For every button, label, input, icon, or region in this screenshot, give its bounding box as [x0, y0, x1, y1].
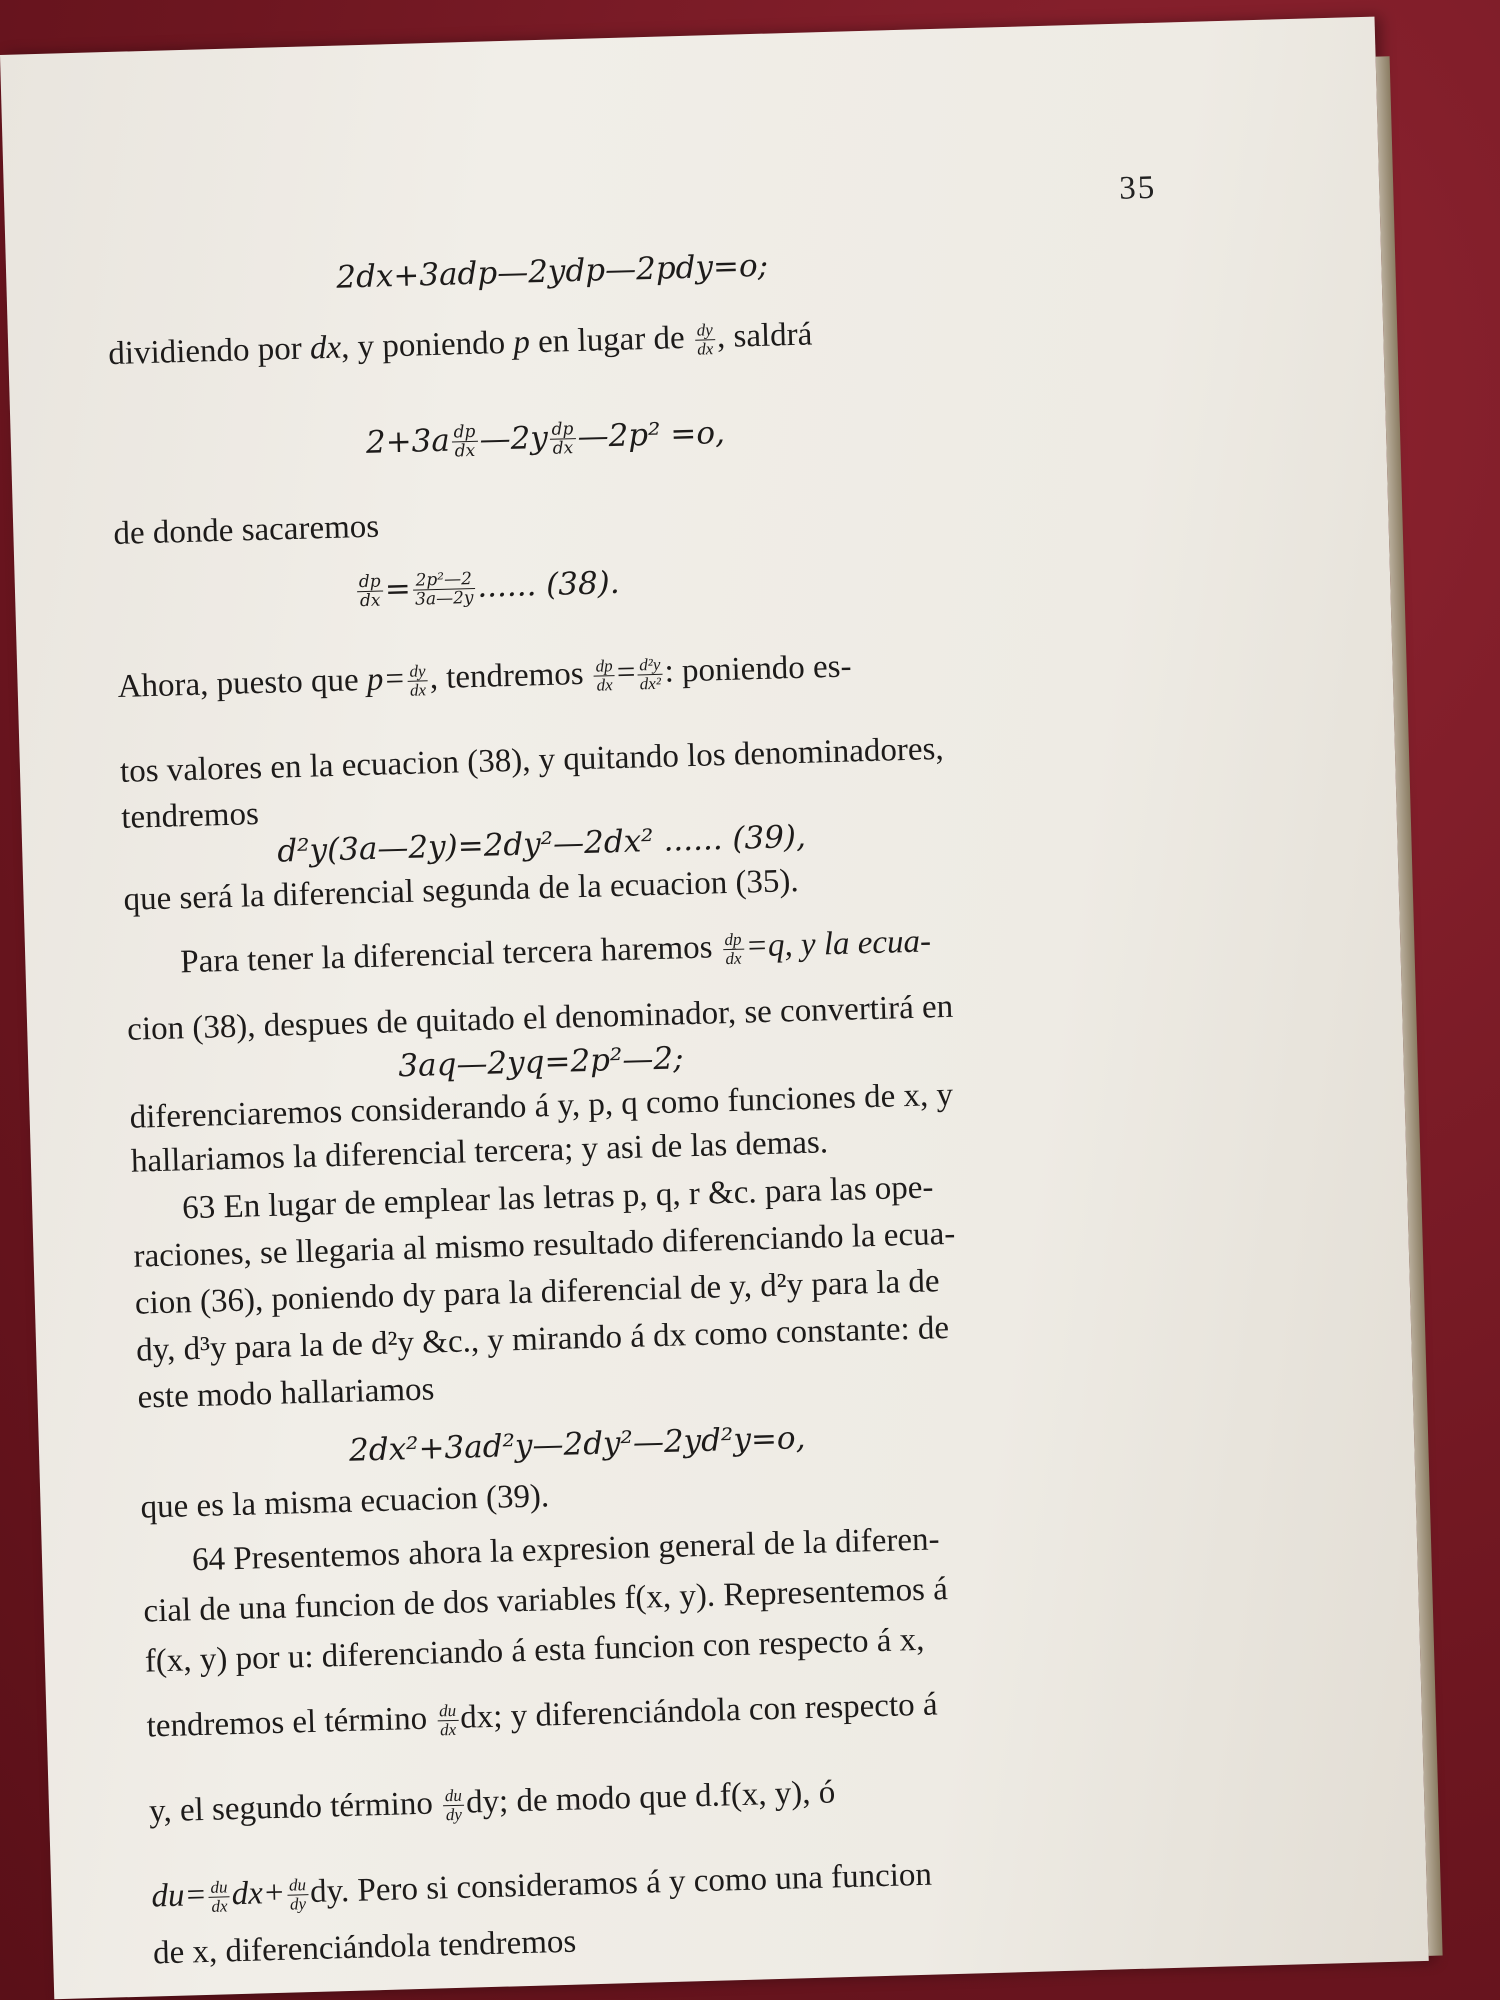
text-line: de donde sacaremos — [112, 508, 380, 553]
text-span: p= — [366, 660, 407, 698]
fraction-denominator: dy — [445, 1804, 463, 1825]
fraction-dp-dx — [451, 423, 478, 461]
equation-line — [355, 563, 621, 610]
text-line — [180, 921, 932, 983]
fraction-denominator: dx — [696, 339, 714, 359]
text-line: hallariamos la diferencial tercera; y asi de las demas. — [130, 1124, 829, 1180]
fraction-dy-dx — [694, 321, 715, 359]
fraction-denominator: 3a—2y — [414, 587, 474, 610]
fraction-numerator: dp — [593, 657, 615, 677]
text-line: cion (36), poniendo dy para la diferencial de y, d²y para la de — [134, 1263, 941, 1322]
text-span: dx — [309, 329, 342, 367]
fraction-dp-dx — [722, 931, 744, 969]
fraction-d2y-dx2 — [637, 656, 663, 694]
fraction-dp-dx — [549, 420, 576, 458]
text-line — [146, 1684, 938, 1747]
text-span: du= — [150, 1876, 208, 1915]
fraction-numerator: dp — [551, 419, 574, 440]
text-span: Para tener la diferencial tercera haremos — [179, 929, 722, 981]
text-line: 63 En lugar de emplear las letras p, q, r &c. para las ope- — [181, 1169, 934, 1227]
text-span: =q, y la ecua- — [745, 923, 932, 965]
text-span: = — [384, 570, 412, 608]
fraction-denominator: dx — [725, 948, 742, 969]
fraction-numerator: d²y — [637, 656, 663, 676]
fraction-numerator: du — [437, 1702, 459, 1722]
text-span: dx+ — [231, 1874, 286, 1913]
fraction-denominator: dx — [454, 440, 476, 462]
text-span: p — [512, 324, 531, 361]
text-line: cial de una funcion de dos variables f(x, y). Representemos á — [143, 1571, 949, 1630]
text-span: Ahora, puesto que — [117, 662, 368, 705]
page-number: 35 — [1118, 169, 1157, 207]
fraction-du-dx — [208, 1878, 230, 1916]
fraction-denominator: dx — [211, 1896, 228, 1916]
text-span: tendremos el término — [146, 1700, 436, 1745]
fraction-numerator: dp — [453, 421, 476, 443]
fraction-numerator: dy — [407, 662, 428, 682]
fraction-denominator: dx — [409, 680, 427, 700]
text-span: dx; y diferenciándola con respecto á — [459, 1686, 938, 1736]
fraction-eq38 — [412, 570, 475, 609]
fraction-numerator: 2p²—2 — [412, 570, 475, 591]
text-span: , y poniendo — [340, 324, 514, 366]
equation-line: d²y(3a—2y)=2dy²—2dx² ...... (39), — [276, 818, 807, 870]
text-span: dividiendo por — [107, 330, 311, 373]
text-span: = — [616, 654, 636, 692]
text-line: este modo hallariamos — [137, 1371, 435, 1416]
fraction-dp-dx — [593, 657, 615, 695]
fraction-numerator: du — [443, 1787, 465, 1807]
fraction-numerator: dp — [358, 571, 381, 593]
fraction-numerator: du — [287, 1876, 309, 1896]
text-line: f(x, y) por u: diferenciando á esta funcion con respecto á x, — [144, 1621, 925, 1680]
text-line: que es la misma ecuacion (39). — [140, 1478, 550, 1526]
fraction-du-dy — [443, 1787, 465, 1825]
text-line: tendremos — [120, 796, 260, 836]
fraction-denominator: dx — [439, 1719, 457, 1740]
text-line: cion (38), despues de quitado el denominador, se convertirá en — [126, 988, 954, 1048]
text-line — [149, 1772, 836, 1832]
fraction-denominator: dx — [359, 590, 381, 612]
equation-line: 3aq—2yq=2p²—2; — [397, 1040, 685, 1085]
fraction-denominator: dx² — [639, 673, 662, 694]
text-span: ...... (38). — [476, 564, 621, 605]
text-line: tos valores en la ecuacion (38), y quitando los denominadores, — [119, 730, 945, 790]
text-line — [151, 1855, 933, 1918]
book-page — [0, 17, 1429, 2000]
text-span: , saldrá — [716, 316, 813, 356]
text-span: : poniendo es- — [664, 648, 852, 690]
equation-line: 2dx+3adp—2ydp—2pdy=o; — [335, 247, 769, 296]
text-line: que será la diferencial segunda de la ecuacion (35). — [123, 863, 800, 918]
text-span: dy; de modo que d.f(x, y), ó — [465, 1774, 836, 1821]
text-line — [117, 646, 852, 707]
fraction-denominator: dx — [552, 438, 574, 459]
text-span: —2y — [479, 419, 549, 458]
fraction-denominator: dy — [289, 1894, 307, 1914]
text-line: diferenciaremos considerando á y, p, q como funciones de x, y — [129, 1076, 954, 1136]
text-span: 2+3a — [365, 422, 451, 461]
text-line: de x, diferenciándola tendremos — [152, 1923, 577, 1972]
text-span: , tendremos — [429, 655, 593, 697]
text-line: dy, d³y para la de d²y &c., y mirando á dx como constante: de — [135, 1310, 950, 1369]
fraction-numerator: dp — [722, 931, 744, 951]
text-span: dy. Pero si consideramos á y como una funcion — [309, 1856, 933, 1911]
text-line: raciones, se llegaria al mismo resultado diferenciando la ecua- — [133, 1215, 956, 1275]
text-line: 64 Presentemos ahora la expresion general de la diferen- — [191, 1521, 941, 1579]
fraction-du-dy — [287, 1876, 309, 1914]
equation-line — [365, 413, 725, 463]
text-span: —2p² =o, — [577, 414, 726, 456]
fraction-denominator: dx — [596, 675, 613, 695]
text-span: y, el segundo término — [148, 1785, 442, 1830]
fraction-dp-dx — [357, 573, 384, 611]
fraction-du-dx — [437, 1702, 459, 1740]
fraction-dy-dx — [407, 662, 428, 700]
equation-line: 2dx²+3ad²y—2dy²—2yd²y=o, — [348, 1420, 806, 1469]
fraction-numerator: du — [208, 1878, 230, 1898]
fraction-numerator: dy — [694, 321, 715, 341]
text-line — [108, 314, 813, 375]
text-span: en lugar de — [529, 319, 694, 361]
